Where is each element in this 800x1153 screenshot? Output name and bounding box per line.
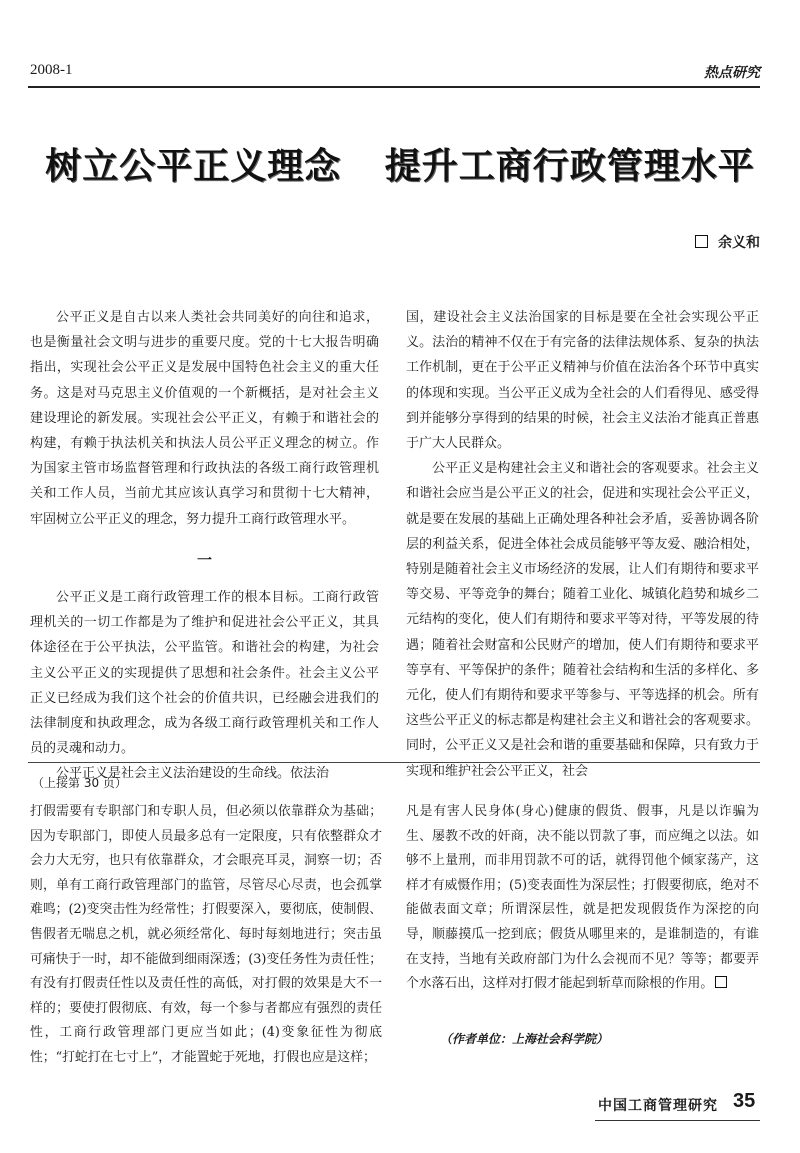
paragraph: 公平正义是社会主义法治建设的生命线。依法治 [56, 766, 330, 782]
continuation-column-right [406, 800, 759, 997]
continuation-text: 凡是有害人民身体(身心)健康的假货、假事，凡是以诈骗为生、屡教不改的奸商，决不能以罚款了事，而应绳之以法。如够不上量刑，而非用罚款不可的话，就得罚他个倾家荡产，这样才有威慑作用；(5)变表面性为深层性；打假要彻底，绝对不能做表面文章；所谓深层性，就是把发现假货作为深挖的向导，顺藤摸瓜一挖到底；假货从哪里来的，是谁制造的，有谁在支持，当地有关政府部门为什么会视而不见？等等；都要弄个水落石出，这样对打假才能起到斩草而除根的作用。 [406, 804, 759, 992]
header-rule [28, 86, 760, 88]
paragraph: 公平正义是工商行政管理工作的根本目标。工商行政管理机关的一切工作都是为了维护和促进社会公平正义，其具体途径在于公平执法，公平监管。和谐社会的构建，为社会主义公平正义的实现提供了思想和社会条件。社会主义公平正义已经成为我们这个社会的价值共识，已经融会进我们的法律制度和执政理念，成为各级工商行政管理机关和工作人员的灵魂和动力。 [30, 590, 379, 757]
article-title: 树立公平正义理念 提升工商行政管理水平 [45, 146, 755, 187]
continuation-column-left [30, 800, 382, 1071]
author-line [695, 232, 760, 252]
paragraph: 国，建设社会主义法治国家的目标是要在全社会实现公平正义。法治的精神不仅在于有完备的法律法规体系、复杂的执法工作机制，更在于公平正义精神与价值在法治各个环节中真实的体现和实现。当公平正义成为全社会的人们看得见、感受得到并能够分享得到的结果的时候，社会主义法治才能真正普惠于广大人民群众。 [406, 310, 759, 452]
paragraph: 打假需要有专职部门和专职人员，但必须以依靠群众为基础；因为专职部门，即使人员最多总有一定限度，只有依整群众才会力大无穷，也只有依靠群众，才会眼亮耳灵，洞察一切；否则，单有工商行政管理部门的监管，尽管尽心尽责，也会孤掌难鸣；(2)变突击性为经常性；打假要深入，要彻底，使制假、售假者无喘息之机，就必须经常化、每时每刻地进行；突击虽可痛快于一时，却不能做到细雨深透；(3)变任务性为责任性；有没有打假责任性以及责任性的高低，对打假的效果是大不一样的；要使打假彻底、有效，每一个参与者都应有强烈的责任性，工商行政管理部门更应当如此；(4)变象征性为彻底性；“打蛇打在七寸上”，才能置蛇于死地，打假也应是这样； [30, 804, 382, 1065]
body-column-right [406, 305, 759, 784]
paragraph: 公平正义是自古以来人类社会共同美好的向往和追求，也是衡量社会文明与进步的重要尺度。党的十七大报告明确指出，实现社会公平正义是发展中国特色社会主义的重大任务。这是对马克思主义价值观的一个新概括，是对社会主义建设理论的新发展。实现社会公平正义，有赖于和谐社会的构建，有赖于执法机关和执法人员公平正义理念的树立。作为国家主管市场监督管理和行政执法的各级工商行政管理机关和工作人员，当前尤其应该认真学习和贯彻十七大精神，牢固树立公平正义的理念，努力提升工商行政管理水平。 [30, 310, 379, 527]
body-column-left [30, 305, 379, 787]
paragraph: 公平正义是构建社会主义和谐社会的客观要求。社会主义和谐社会应当是公平正义的社会，促进和实现社会公平正义，就是要在发展的基础上正确处理各种社会矛盾，妥善协调各阶层的利益关系，促进全体社会成员能够平等友爱、融洽相处，特别是随着社会主义市场经济的发展，让人们有期待和要求平等交易、平等竞争的舞台；随着工业化、城镇化趋势和城乡二元结构的变化，使人们有期待和要求平等对待，平等发展的待遇；随着社会财富和公民财产的增加，使人们有期待和要求平等享有、平等保护的条件；随着社会结构和生活的多样化、多元化，使人们有期待和要求平等参与、平等选择的机会。所有这些公平正义的标志都是构建社会主义和谐社会的客观要求。同时，公平正义又是社会和谐的重要基础和保障，只有致力于实现和维护社会公平正义，社会 [406, 461, 759, 779]
continuation-note: （上接第 30 页） [32, 776, 127, 790]
page-number: 35 [733, 1090, 756, 1112]
author-name: 余义和 [718, 235, 760, 251]
square-bullet-icon [695, 235, 708, 248]
journal-name: 中国工商管理研究 [598, 1098, 718, 1114]
issue-number: 2008-1 [30, 62, 73, 78]
end-mark-icon [715, 976, 727, 988]
section-marker: 一 [196, 550, 212, 569]
column-name: 热点研究 [704, 65, 760, 81]
author-affiliation: （作者单位：上海社会科学院） [440, 1032, 609, 1046]
section-divider [28, 762, 760, 763]
footer-rule [595, 1120, 760, 1121]
paragraph [406, 800, 759, 997]
